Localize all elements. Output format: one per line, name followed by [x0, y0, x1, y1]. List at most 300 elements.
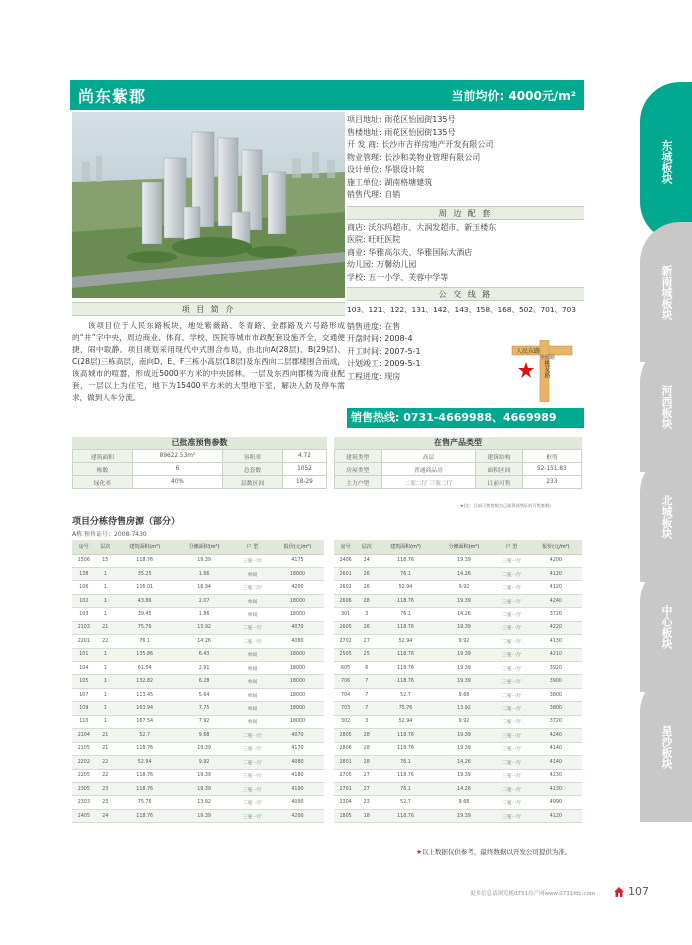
table-cell: 101	[72, 648, 96, 661]
table-cell: 2205	[72, 769, 96, 782]
tab-label: 北城板块	[660, 495, 673, 539]
table-cell: 4130	[530, 635, 582, 648]
table-cell: 6	[132, 463, 222, 476]
table-cell: 三室一厅	[493, 594, 530, 607]
table-cell: 三室一厅	[493, 621, 530, 634]
table-row	[334, 621, 582, 634]
table-header-row	[334, 540, 582, 554]
table-cell: 三室一厅	[234, 782, 271, 795]
table-cell: 52-151.83	[522, 463, 581, 476]
table-row	[334, 635, 582, 648]
column-header: 户 型	[493, 540, 530, 554]
table-row	[334, 702, 582, 715]
table-cell: 4175	[271, 554, 324, 567]
table-cell: 52.7	[376, 688, 435, 701]
table-cell: 面积区间	[476, 463, 523, 476]
table-cell: 6.28	[174, 675, 233, 688]
project-location-star-icon	[518, 362, 534, 378]
presale-params-table	[72, 437, 327, 489]
table-cell: 5.64	[174, 688, 233, 701]
table-row	[334, 554, 582, 567]
table-cell: 27	[357, 769, 376, 782]
table-row	[72, 554, 324, 567]
table-row	[72, 567, 324, 580]
table-cell: 13.92	[174, 796, 233, 809]
page-footer-text: 更多信息请浏览栀0731房产网www.0731fdc.com	[470, 891, 596, 897]
units-table-left	[72, 540, 324, 823]
table-cell: 二室一厅	[234, 756, 271, 769]
table-cell: 167.54	[115, 715, 174, 728]
table-cell: 1	[96, 581, 115, 594]
table-cell: 35.25	[115, 567, 174, 580]
nearby-school: 学校: 五一小学、芙蓉中学等	[347, 272, 449, 282]
table-cell: 2705	[334, 769, 357, 782]
table-cell: 2.91	[174, 662, 233, 675]
table-cell: 二室一厅	[234, 796, 271, 809]
table-row	[73, 476, 327, 489]
table-cell: 7.92	[174, 715, 233, 728]
table-cell: 2602	[334, 581, 357, 594]
location-map	[506, 340, 582, 402]
table-cell: 118.76	[376, 742, 435, 755]
table-cell: 19.39	[435, 809, 494, 822]
sales-hotline: 销售热线: 0731-4669988、4669989	[347, 408, 584, 428]
map-road-quanyuan: 全园路	[540, 355, 556, 361]
table-row	[334, 742, 582, 755]
table-cell: 9.68	[174, 729, 233, 742]
table-cell: 1	[96, 567, 115, 580]
map-road-taohua: 桃花路	[543, 360, 550, 378]
table-cell: 2201	[72, 635, 96, 648]
table-row	[334, 756, 582, 769]
table-cell: 22	[96, 769, 115, 782]
intro-header	[72, 302, 345, 316]
info-sales-agent: 销售代理: 自销	[347, 190, 401, 199]
table-cell: 4140	[530, 742, 582, 755]
table-cell: 1	[96, 648, 115, 661]
table-row	[334, 567, 582, 580]
tab-label: 新南城板块	[660, 264, 673, 320]
table-cell: 二室一厅	[493, 608, 530, 621]
table-cell: 75.76	[115, 796, 174, 809]
table-cell: 4230	[530, 769, 582, 782]
table-cell: 主力户型	[335, 476, 382, 489]
table-row	[334, 729, 582, 742]
table-cell: 105	[72, 675, 96, 688]
project-name: 尚东紫郡	[78, 86, 147, 106]
table-cell: 4240	[530, 594, 582, 607]
table-cell: 2304	[334, 796, 357, 809]
table-cell: 4070	[271, 621, 324, 634]
column-header: 报价(元/m²)	[271, 540, 324, 554]
table-cell: 233	[522, 476, 581, 489]
table-row	[334, 688, 582, 701]
table-cell: 单间	[234, 594, 271, 607]
table-row	[334, 581, 582, 594]
table-cell: 1	[96, 594, 115, 607]
table-cell: 39.45	[115, 608, 174, 621]
table-row	[72, 729, 324, 742]
table-cell: 4220	[530, 621, 582, 634]
table-cell: 建筑结构	[476, 450, 523, 463]
table-cell: 7	[357, 675, 376, 688]
table-cell: 单间	[234, 675, 271, 688]
table-cell: 1.86	[174, 608, 233, 621]
table-row	[334, 769, 582, 782]
table-cell: 23	[96, 782, 115, 795]
nearby-hospital: 医院: 旺旺医院	[347, 235, 401, 244]
table-cell: 118.76	[115, 554, 174, 567]
star-icon: ★	[416, 848, 422, 856]
table-cell: 135.86	[115, 648, 174, 661]
table-cell: 19.39	[435, 742, 494, 755]
table-cell: 24	[357, 554, 376, 567]
table-cell: 76.1	[376, 608, 435, 621]
info-address: 项目地址: 雨花区怡园街135号	[347, 115, 456, 124]
progress-sales: 销售进度: 在售	[347, 321, 401, 331]
disclaimer-text: 以上数据仅供参考，最终数据以开发公司提供为准。	[421, 848, 572, 856]
progress-opening: 开盘时间: 2008-4	[347, 334, 413, 343]
table-row	[334, 594, 582, 607]
table-cell: 118.76	[376, 662, 435, 675]
table-cell: 4200	[271, 581, 324, 594]
table-cell: 109	[72, 702, 96, 715]
tab-dongcheng[interactable]	[640, 82, 692, 242]
table-cell: 27	[357, 782, 376, 795]
table-cell: 118.76	[376, 769, 435, 782]
table-cell: 21	[96, 742, 115, 755]
table-cell: 25	[357, 648, 376, 661]
table-cell: 19.39	[174, 769, 233, 782]
table-row	[72, 796, 324, 809]
table-cell: 三室一厅	[234, 554, 271, 567]
table-cell: 19.39	[174, 782, 233, 795]
table-cell: 9.92	[435, 635, 494, 648]
table-cell: 三室一厅	[234, 742, 271, 755]
table-cell: 二室一厅	[493, 635, 530, 648]
table-cell: 76.1	[376, 756, 435, 769]
table-row	[72, 688, 324, 701]
table-cell: 4090	[530, 796, 582, 809]
table-cell: 14.26	[435, 782, 494, 795]
table-row	[334, 608, 582, 621]
progress-completion: 计划竣工: 2009-5-1	[347, 359, 421, 368]
table-cell: 建筑类型	[335, 450, 382, 463]
table-cell: 单间	[234, 567, 271, 580]
column-header: 户 型	[234, 540, 271, 554]
table-cell: 52.7	[376, 796, 435, 809]
table-cell: 110	[72, 715, 96, 728]
table-cell: 18000	[271, 715, 324, 728]
table-cell: 23	[357, 796, 376, 809]
table-row	[73, 463, 327, 476]
project-aerial-photo	[72, 112, 345, 298]
table-cell: 118.76	[376, 809, 435, 822]
table-cell: 2805	[334, 729, 357, 742]
units-table-right	[334, 540, 582, 823]
table-cell: 40%	[132, 476, 222, 489]
table-cell: 房屋类型	[335, 463, 382, 476]
table-cell: 4210	[530, 648, 582, 661]
table-cell: 3900	[530, 675, 582, 688]
table-cell: 89622.53m²	[132, 450, 222, 463]
units-section-title: 项目分栋待售房源（部分）	[72, 517, 181, 527]
table-cell: 层数区间	[223, 476, 283, 489]
table-row	[72, 581, 324, 594]
table-cell: 13.92	[174, 621, 233, 634]
table-cell: 4180	[271, 769, 324, 782]
table-cell: 19.39	[435, 594, 494, 607]
available-units-note: ★(注：目前可售套数为已取得预售证的可售套数)	[460, 503, 551, 508]
table-cell: 三室二厅	[234, 581, 271, 594]
table-cell: 普通商品房	[381, 463, 476, 476]
table-cell: 3	[357, 608, 376, 621]
table-row	[73, 450, 327, 463]
table-cell: 4120	[530, 809, 582, 822]
table-cell: 4070	[271, 729, 324, 742]
table-cell: 118.76	[376, 729, 435, 742]
table-cell: 302	[334, 715, 357, 728]
table-cell: 2103	[72, 621, 96, 634]
table-cell: 104	[72, 662, 96, 675]
table-cell: 9.92	[435, 715, 494, 728]
table-cell: 18.94	[174, 581, 233, 594]
table-cell: 4120	[530, 567, 582, 580]
info-property-management: 物业管理: 长沙和美物业管理有限公司	[347, 152, 481, 162]
info-sales-address: 售楼地址: 雨花区怡园街135号	[347, 127, 456, 137]
table-cell: 7	[357, 702, 376, 715]
table-cell: 三室一厅	[493, 809, 530, 822]
table-row	[72, 782, 324, 795]
table-cell: 76.1	[376, 567, 435, 580]
table-cell: 4.72	[282, 450, 326, 463]
table-cell: 1	[96, 715, 115, 728]
table-cell: 4090	[271, 796, 324, 809]
table-cell: 2806	[334, 742, 357, 755]
table-cell: 52.94	[376, 635, 435, 648]
table-cell: 52.7	[115, 729, 174, 742]
table-cell: 118.76	[376, 675, 435, 688]
table-cell: 2601	[334, 567, 357, 580]
table-cell: 118.76	[376, 594, 435, 607]
table-cell: 2606	[334, 594, 357, 607]
table-cell: 4080	[271, 756, 324, 769]
product-types-table	[334, 437, 582, 489]
table-cell: 19.39	[435, 621, 494, 634]
table-row	[72, 769, 324, 782]
table-row	[72, 635, 324, 648]
table-cell: 19.39	[435, 729, 494, 742]
table-cell: 15	[96, 554, 115, 567]
table-cell: 4170	[271, 742, 324, 755]
presale-title: 已批准预售参数	[72, 437, 327, 449]
table-row	[72, 715, 324, 728]
table-cell: 高层	[381, 450, 476, 463]
progress-engineering: 工程进度: 现房	[347, 371, 401, 381]
table-cell: 2406	[334, 554, 357, 567]
table-cell: 3720	[530, 715, 582, 728]
table-cell: 43.86	[115, 594, 174, 607]
table-header-row	[72, 540, 324, 554]
table-cell: 4130	[530, 782, 582, 795]
table-row	[334, 715, 582, 728]
table-row	[334, 662, 582, 675]
table-cell: 4140	[530, 756, 582, 769]
table-cell: 二室一厅	[493, 688, 530, 701]
table-cell: 19.39	[435, 648, 494, 661]
table-cell: 103	[72, 608, 96, 621]
table-row	[72, 756, 324, 769]
table-cell: 26	[357, 621, 376, 634]
column-header: 房号	[334, 540, 357, 554]
table-cell: 4120	[530, 581, 582, 594]
table-cell: 1.66	[174, 567, 233, 580]
table-cell: 26	[357, 581, 376, 594]
table-cell: 22	[96, 635, 115, 648]
table-cell: 1	[96, 702, 115, 715]
table-row	[72, 702, 324, 715]
table-cell: 三室一厅	[493, 729, 530, 742]
table-cell: 18000	[271, 594, 324, 607]
table-cell: 6.43	[174, 648, 233, 661]
table-cell: 116.01	[115, 581, 174, 594]
table-cell: 2104	[72, 729, 96, 742]
table-cell: 13.92	[435, 702, 494, 715]
info-design-unit: 设计单位: 华银设计院	[347, 165, 425, 174]
table-cell: 18-29	[282, 476, 326, 489]
table-cell: 9.92	[174, 756, 233, 769]
table-cell: 三室一厅	[493, 742, 530, 755]
table-cell: 138	[72, 567, 96, 580]
table-cell: 二室一厅	[493, 715, 530, 728]
table-cell: 19.39	[435, 554, 494, 567]
table-cell: 3920	[530, 662, 582, 675]
tab-label: 星沙板块	[660, 725, 673, 769]
table-cell: 107	[72, 688, 96, 701]
table-cell: 163.94	[115, 702, 174, 715]
table-cell: 单间	[234, 648, 271, 661]
bus-section-title: 公 交 线 路	[347, 287, 584, 301]
table-row	[335, 476, 582, 489]
table-cell: 19.39	[174, 809, 233, 822]
table-cell: 19.39	[435, 662, 494, 675]
table-cell: 28	[357, 594, 376, 607]
table-row	[72, 675, 324, 688]
table-cell: 52.94	[376, 581, 435, 594]
table-cell: 4200	[530, 554, 582, 567]
column-header: 分摊面积(m²)	[174, 540, 233, 554]
table-cell: 118.76	[376, 648, 435, 661]
table-cell: 2305	[72, 782, 96, 795]
table-cell: 二室一厅	[493, 796, 530, 809]
table-cell: 4080	[271, 635, 324, 648]
table-cell: 2105	[72, 742, 96, 755]
table-cell: 1506	[72, 554, 96, 567]
table-cell: 52.94	[115, 756, 174, 769]
tab-label: 中心板块	[660, 605, 673, 649]
info-construction-unit: 施工单位: 湖南格塘建筑	[347, 177, 433, 187]
table-cell: 9.68	[435, 688, 494, 701]
table-cell: 二室一厅	[493, 581, 530, 594]
table-cell: 4240	[530, 729, 582, 742]
table-cell: 6	[357, 662, 376, 675]
table-cell: 2701	[334, 782, 357, 795]
table-cell: 28	[357, 756, 376, 769]
table-cell: 二室一厅	[234, 635, 271, 648]
table-cell: 3	[357, 715, 376, 728]
table-cell: 61.54	[115, 662, 174, 675]
table-cell: 18000	[271, 702, 324, 715]
table-cell: 9.68	[435, 796, 494, 809]
table-cell: 19.39	[174, 742, 233, 755]
table-cell: 18000	[271, 688, 324, 701]
table-cell: 18000	[271, 648, 324, 661]
progress-start: 开工时间: 2007-5-1	[347, 346, 421, 356]
table-row	[334, 648, 582, 661]
table-cell: 二室一厅	[493, 567, 530, 580]
table-cell: 三室一厅	[493, 554, 530, 567]
table-cell: 102	[72, 594, 96, 607]
intro-section-title: 项 目 简 介	[72, 302, 345, 316]
table-cell: 目前可售	[476, 476, 523, 489]
table-row	[334, 796, 582, 809]
table-cell: 二室二厅 三室二厅	[381, 476, 476, 489]
table-row	[72, 648, 324, 661]
table-cell: 2702	[334, 635, 357, 648]
table-row	[334, 675, 582, 688]
table-cell: 19.39	[174, 554, 233, 567]
table-cell: 75.76	[115, 621, 174, 634]
disclaimer-note	[416, 847, 571, 856]
table-cell: 二室一厅	[493, 702, 530, 715]
nearby-commerce: 商业: 华雅高尔夫、华雅国际大酒店	[347, 247, 473, 257]
table-cell: 4190	[271, 782, 324, 795]
table-cell: 23	[96, 796, 115, 809]
table-cell: 18000	[271, 567, 324, 580]
table-cell: 建筑面积	[73, 450, 133, 463]
nearby-section-title: 周 边 配 套	[347, 206, 584, 220]
table-cell: 框剪	[522, 450, 581, 463]
table-cell: 1052	[282, 463, 326, 476]
table-cell: 118.76	[115, 809, 174, 822]
table-row	[335, 450, 582, 463]
table-row	[335, 463, 582, 476]
table-row	[72, 742, 324, 755]
table-cell: 14.26	[435, 756, 494, 769]
average-price: 当前均价: 4000元/m²	[451, 88, 576, 103]
table-cell: 7.75	[174, 702, 233, 715]
table-cell: 18000	[271, 608, 324, 621]
tab-xingsha[interactable]	[640, 672, 692, 822]
table-cell: 单间	[234, 715, 271, 728]
table-row	[72, 809, 324, 822]
table-cell: 2801	[334, 756, 357, 769]
table-cell: 三室一厅	[493, 648, 530, 661]
table-cell: 单间	[234, 702, 271, 715]
table-cell: 75.76	[376, 702, 435, 715]
table-cell: 总套数	[223, 463, 283, 476]
nearby-kindergarten: 幼儿园: 万馨幼儿园	[347, 260, 417, 269]
tab-xinnancheng[interactable]	[640, 222, 692, 362]
table-cell: 28	[357, 742, 376, 755]
table-cell: 21	[96, 621, 115, 634]
table-cell: 704	[334, 688, 357, 701]
table-cell: 3720	[530, 608, 582, 621]
table-cell: 706	[334, 675, 357, 688]
table-cell: 22	[96, 756, 115, 769]
table-row	[72, 621, 324, 634]
table-cell: 76.1	[115, 635, 174, 648]
